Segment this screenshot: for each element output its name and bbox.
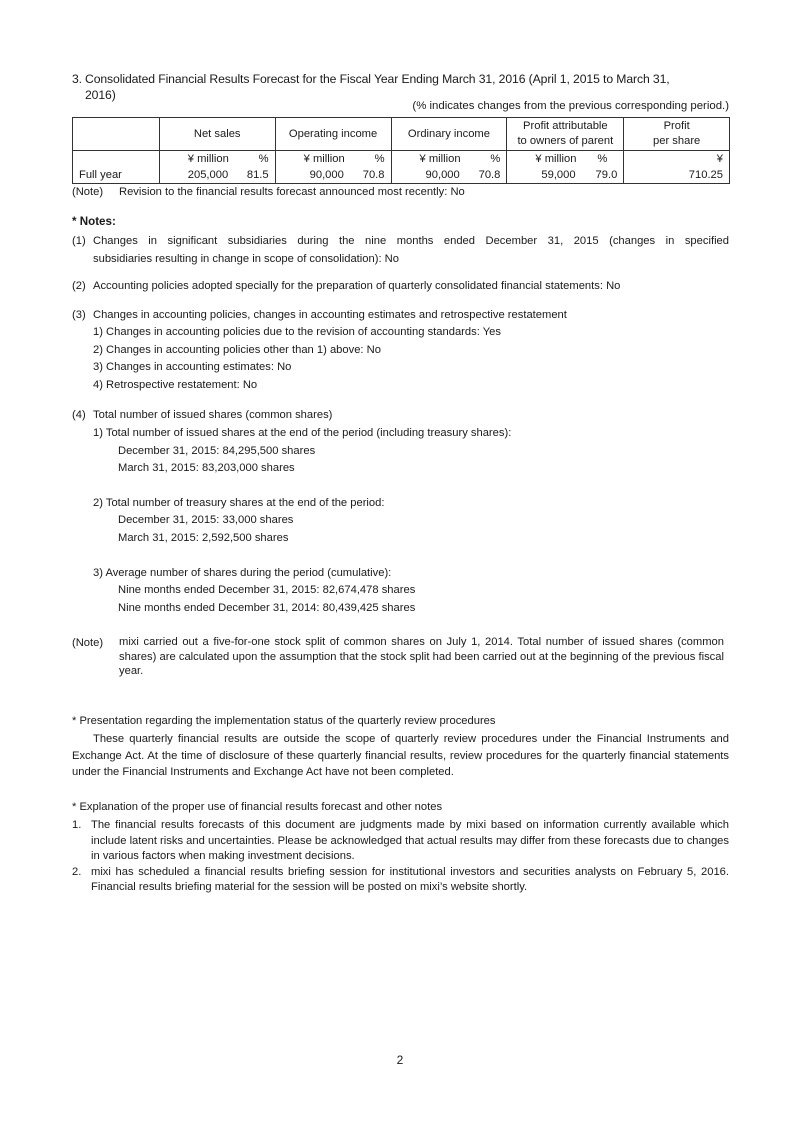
header-operating-income: Operating income bbox=[275, 118, 391, 151]
note-item-2-number: (2) bbox=[72, 280, 86, 292]
stock-split-note bbox=[72, 635, 724, 679]
unit-note: (% indicates changes from the previous corresponding period.) bbox=[412, 100, 729, 112]
treasury-shares-dec-2015: December 31, 2015: 33,000 shares bbox=[118, 514, 294, 526]
explanation-item-2 bbox=[72, 865, 729, 896]
note-item-3-number: (3) bbox=[72, 309, 86, 321]
operating-income-pct: 70.8 bbox=[362, 168, 385, 181]
cell-ordinary-income bbox=[391, 167, 507, 184]
header-profit-per-share bbox=[624, 118, 730, 151]
operating-income-value: 90,000 bbox=[309, 168, 344, 181]
header-ordinary-income: Ordinary income bbox=[391, 118, 507, 151]
note-item-1 bbox=[72, 233, 729, 268]
header-profit-per-share-line1: Profit bbox=[663, 120, 690, 132]
unit-amount: ¥ million bbox=[303, 152, 345, 165]
units-net-sales bbox=[159, 151, 275, 168]
section-title-line1 bbox=[72, 71, 729, 87]
header-profit-attributable-line2: to owners of parent bbox=[517, 135, 614, 147]
note-item-4 bbox=[72, 407, 729, 425]
note-item-4-number: (4) bbox=[72, 409, 86, 421]
explanation-item-1-text: The financial results forecasts of this document are judgments made by mixi based on information currently available which include latent risks and uncertainties. Please be acknowledged that actual results may differ from these forecasts due to changes in various factors when making investment decisions. bbox=[91, 819, 729, 862]
issued-shares-mar-2015: March 31, 2015: 83,203,000 shares bbox=[118, 462, 295, 474]
units-operating-income bbox=[275, 151, 391, 168]
table-row bbox=[73, 167, 730, 184]
note-item-3-sub-1: 1) Changes in accounting policies due to the revision of accounting standards: Yes bbox=[93, 326, 501, 338]
note-item-1-number: (1) bbox=[72, 235, 86, 247]
note-item-3-sub-4: 4) Retrospective restatement: No bbox=[93, 379, 258, 391]
profit-attributable-pct: 79.0 bbox=[595, 168, 618, 181]
note-item-3-sub-3: 3) Changes in accounting estimates: No bbox=[93, 361, 292, 373]
net-sales-pct: 81.5 bbox=[246, 168, 269, 181]
explanation-item-2-number: 2. bbox=[72, 865, 82, 878]
review-text: These quarterly financial results are outside the scope of quarterly review procedures under the Financial Instruments and Exchange Act. At the time of disclosure of these quarterly financial results, review procedures for the quarterly financial statements under the Financial Instruments and Exchange Act have not been completed. bbox=[72, 733, 729, 778]
cell-operating-income bbox=[275, 167, 391, 184]
note-item-3-sub-2: 2) Changes in accounting policies other than 1) above: No bbox=[93, 344, 381, 356]
average-shares-2015: Nine months ended December 31, 2015: 82,674,478 shares bbox=[118, 584, 416, 596]
row-label: Full year bbox=[73, 167, 160, 184]
units-profit-attributable bbox=[507, 151, 624, 168]
unit-percent: % bbox=[597, 152, 608, 165]
review-heading: * Presentation regarding the implementation status of the quarterly review procedures bbox=[72, 715, 496, 727]
table-header-row bbox=[73, 118, 730, 151]
cell-profit-attributable bbox=[507, 167, 624, 184]
section-title-text: Consolidated Financial Results Forecast for the Fiscal Year Ending March 31, 2016 (April 1, 2015 to March 31, bbox=[85, 72, 670, 86]
header-blank bbox=[73, 118, 160, 151]
units-blank bbox=[73, 151, 160, 168]
cell-net-sales bbox=[159, 167, 275, 184]
note-item-4-text: Total number of issued shares (common shares) bbox=[93, 409, 333, 421]
header-profit-attributable bbox=[507, 118, 624, 151]
note-item-1-line1 bbox=[72, 233, 729, 251]
treasury-shares-heading: 2) Total number of treasury shares at the end of the period: bbox=[93, 497, 385, 509]
header-profit-per-share-line2: per share bbox=[653, 135, 701, 147]
treasury-shares-mar-2015: March 31, 2015: 2,592,500 shares bbox=[118, 532, 289, 544]
unit-percent: % bbox=[374, 152, 385, 165]
profit-attributable-value: 59,000 bbox=[541, 168, 576, 181]
units-ordinary-income bbox=[391, 151, 507, 168]
unit-percent: % bbox=[258, 152, 269, 165]
issued-shares-heading: 1) Total number of issued shares at the end of the period (including treasury shares): bbox=[93, 427, 512, 439]
issued-shares-dec-2015: December 31, 2015: 84,295,500 shares bbox=[118, 445, 316, 457]
revision-note bbox=[72, 184, 465, 202]
revision-note-text: Revision to the financial results forecast announced most recently: No bbox=[119, 186, 465, 198]
unit-amount: ¥ million bbox=[535, 152, 577, 165]
note-item-2 bbox=[72, 278, 729, 296]
explanation-item-1-number: 1. bbox=[72, 819, 82, 831]
note-item-3-text: Changes in accounting policies, changes in accounting estimates and retrospective restatement bbox=[93, 309, 567, 321]
explanation-item-1 bbox=[72, 818, 729, 865]
note-item-3 bbox=[72, 307, 729, 325]
note-item-1-line2: subsidiaries resulting in change in scope of consolidation): No bbox=[93, 252, 399, 265]
ordinary-income-pct: 70.8 bbox=[478, 168, 501, 181]
unit-percent: % bbox=[490, 152, 501, 165]
header-net-sales: Net sales bbox=[159, 118, 275, 151]
ordinary-income-value: 90,000 bbox=[425, 168, 460, 181]
explanation-item-2-text: mixi has scheduled a financial results briefing session for institutional investors and securities analysts on February 5, 2016. Financial results briefing material for the session will be posted on mixi’s website shortly. bbox=[91, 865, 729, 893]
note-item-1-text: Changes in significant subsidiaries during the nine months ended December 31, 2015 (changes in specified bbox=[93, 235, 729, 247]
unit-amount: ¥ million bbox=[187, 152, 229, 165]
section-number: 3. bbox=[72, 72, 82, 86]
unit-amount: ¥ million bbox=[419, 152, 461, 165]
average-shares-2014: Nine months ended December 31, 2014: 80,439,425 shares bbox=[118, 602, 416, 614]
page-number: 2 bbox=[396, 1053, 404, 1067]
forecast-table bbox=[72, 117, 730, 184]
stock-split-note-label: (Note) bbox=[72, 637, 104, 649]
table-units-row bbox=[73, 151, 730, 168]
section-title-line2: 2016) bbox=[85, 88, 116, 102]
notes-heading: * Notes: bbox=[72, 215, 116, 228]
revision-note-label: (Note) bbox=[72, 186, 104, 198]
cell-profit-per-share: 710.25 bbox=[624, 167, 730, 184]
units-profit-per-share: ¥ bbox=[624, 151, 730, 168]
explanation-heading: * Explanation of the proper use of financial results forecast and other notes bbox=[72, 801, 443, 813]
average-shares-heading: 3) Average number of shares during the period (cumulative): bbox=[93, 567, 392, 579]
net-sales-value: 205,000 bbox=[187, 168, 229, 181]
note-item-2-text: Accounting policies adopted specially for the preparation of quarterly consolidated financial statements: No bbox=[93, 280, 621, 292]
stock-split-note-text: mixi carried out a five-for-one stock split of common shares on July 1, 2014. Total number of issued shares (common shares) are calculated upon the assumption that the stock split had been carried out at the beginning of the previous fiscal year. bbox=[119, 636, 724, 677]
explanation-list bbox=[72, 818, 729, 896]
header-profit-attributable-line1: Profit attributable bbox=[523, 120, 608, 132]
